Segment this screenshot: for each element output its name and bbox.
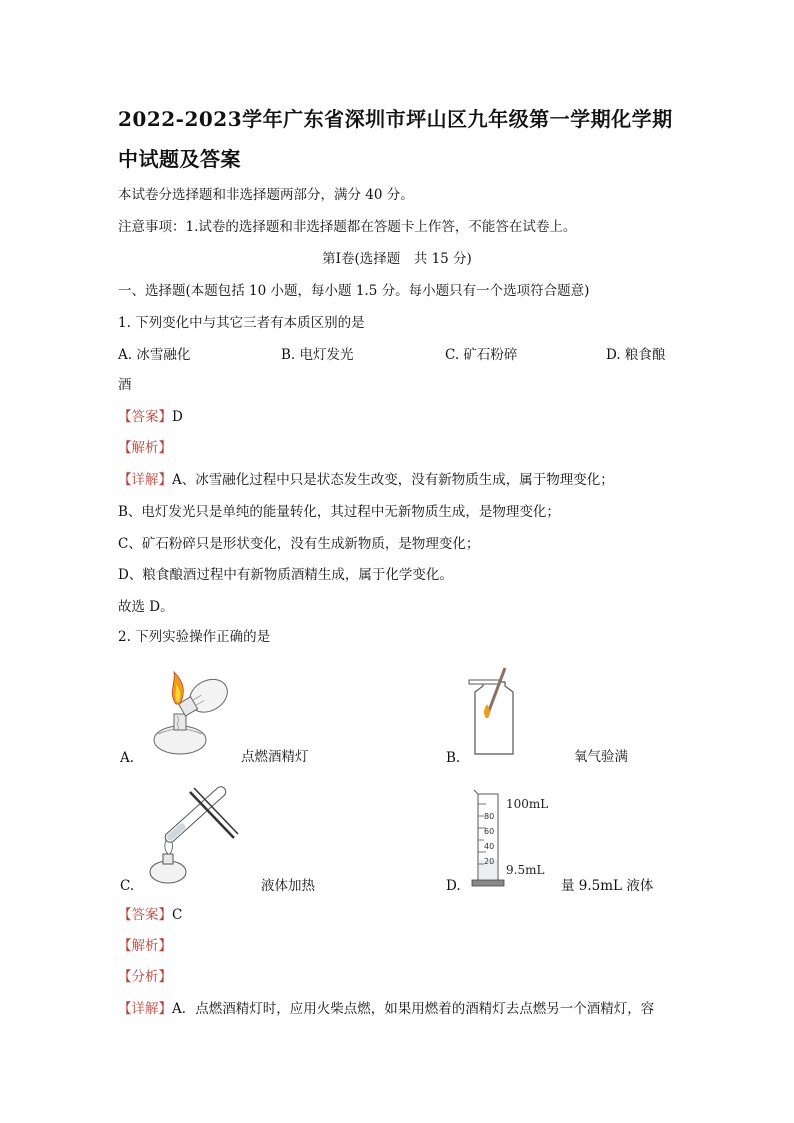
answer-value: C [172, 907, 183, 923]
detail-text: A．点燃酒精灯时，应用火柴点燃，如果用燃着的酒精灯去点燃另一个酒精灯，容 [172, 1001, 655, 1017]
q1-option-c: C. 矿石粉碎 [445, 347, 518, 363]
detail-text: A、冰雪融化过程中只是状态发生改变，没有新物质生成，属于物理变化； [172, 472, 614, 488]
q2-option-d-label: 量 9.5mL 液体 [561, 878, 654, 894]
section-heading: 第Ⅰ卷(选择题 共 15 分) [322, 251, 472, 267]
q1-detail-a [118, 471, 614, 489]
q1-analysis-tag: 【解析】 [118, 440, 172, 456]
q2-detail-a [118, 1000, 654, 1018]
tick-label: 80 [484, 812, 495, 821]
alcohol-lamp-lighting-figure [146, 668, 236, 760]
tick-label: 40 [484, 842, 495, 851]
q1-detail-d: D、粮食酿酒过程中有新物质酒精生成，属于化学变化。 [118, 567, 453, 583]
oxygen-bottle-figure [465, 664, 525, 760]
q2-option-a-label: 点燃酒精灯 [241, 749, 309, 765]
intro-notice: 注意事项：1.试卷的选择题和非选择题都在答题卡上作答，不能答在试卷上。 [118, 219, 577, 235]
intro-score: 本试卷分选择题和非选择题两部分，满分 40 分。 [118, 187, 414, 203]
q2-option-c-letter: C. [120, 878, 135, 894]
liquid-heating-figure [142, 778, 242, 890]
q2-option-b-letter: B. [446, 750, 461, 766]
answer-tag: 【答案】 [118, 907, 172, 923]
cylinder-capacity-label: 100mL [506, 797, 549, 811]
q1-detail-c: C、矿石粉碎只是形状变化，没有生成新物质，是物理变化； [118, 536, 480, 552]
q1-detail-b: B、电灯发光只是单纯的能量转化，其过程中无新物质生成，是物理变化； [118, 504, 560, 520]
answer-value: D [172, 409, 183, 425]
q1-option-d: D. 粮食酿 [606, 347, 666, 363]
q1-option-d-wrap: 酒 [118, 377, 132, 393]
tick-label: 60 [484, 827, 495, 836]
q1-option-a: A. 冰雪融化 [118, 347, 191, 363]
q2-fenxi-tag: 【分析】 [118, 969, 172, 985]
cylinder-reading-label: 9.5mL [506, 863, 545, 877]
q2-option-d-letter: D. [446, 878, 461, 894]
doc-title-line1: 2022-2023学年广东省深圳市坪山区九年级第一学期化学期 [118, 107, 673, 131]
q2-option-b-label: 氧气验满 [574, 749, 628, 765]
detail-tag: 【详解】 [118, 472, 172, 488]
answer-tag: 【答案】 [118, 409, 172, 425]
q2-answer [118, 906, 182, 924]
q2-option-a-letter: A. [120, 750, 135, 766]
q1-answer [118, 408, 183, 426]
q1-option-b: B. 电灯发光 [281, 347, 354, 363]
part-heading: 一、选择题(本题包括 10 小题，每小题 1.5 分。每小题只有一个选项符合题意) [118, 283, 590, 299]
detail-tag: 【详解】 [118, 1001, 172, 1017]
q2-stem: 2. 下列实验操作正确的是 [118, 629, 271, 645]
q2-option-c-label: 液体加热 [261, 878, 315, 894]
doc-title-line2: 中试题及答案 [118, 147, 241, 171]
q2-analysis-tag: 【解析】 [118, 938, 172, 954]
tick-label: 20 [484, 857, 495, 866]
q1-conclusion: 故选 D。 [118, 599, 174, 615]
graduated-cylinder-figure [470, 786, 560, 890]
q1-stem: 1. 下列变化中与其它三者有本质区别的是 [118, 315, 365, 331]
